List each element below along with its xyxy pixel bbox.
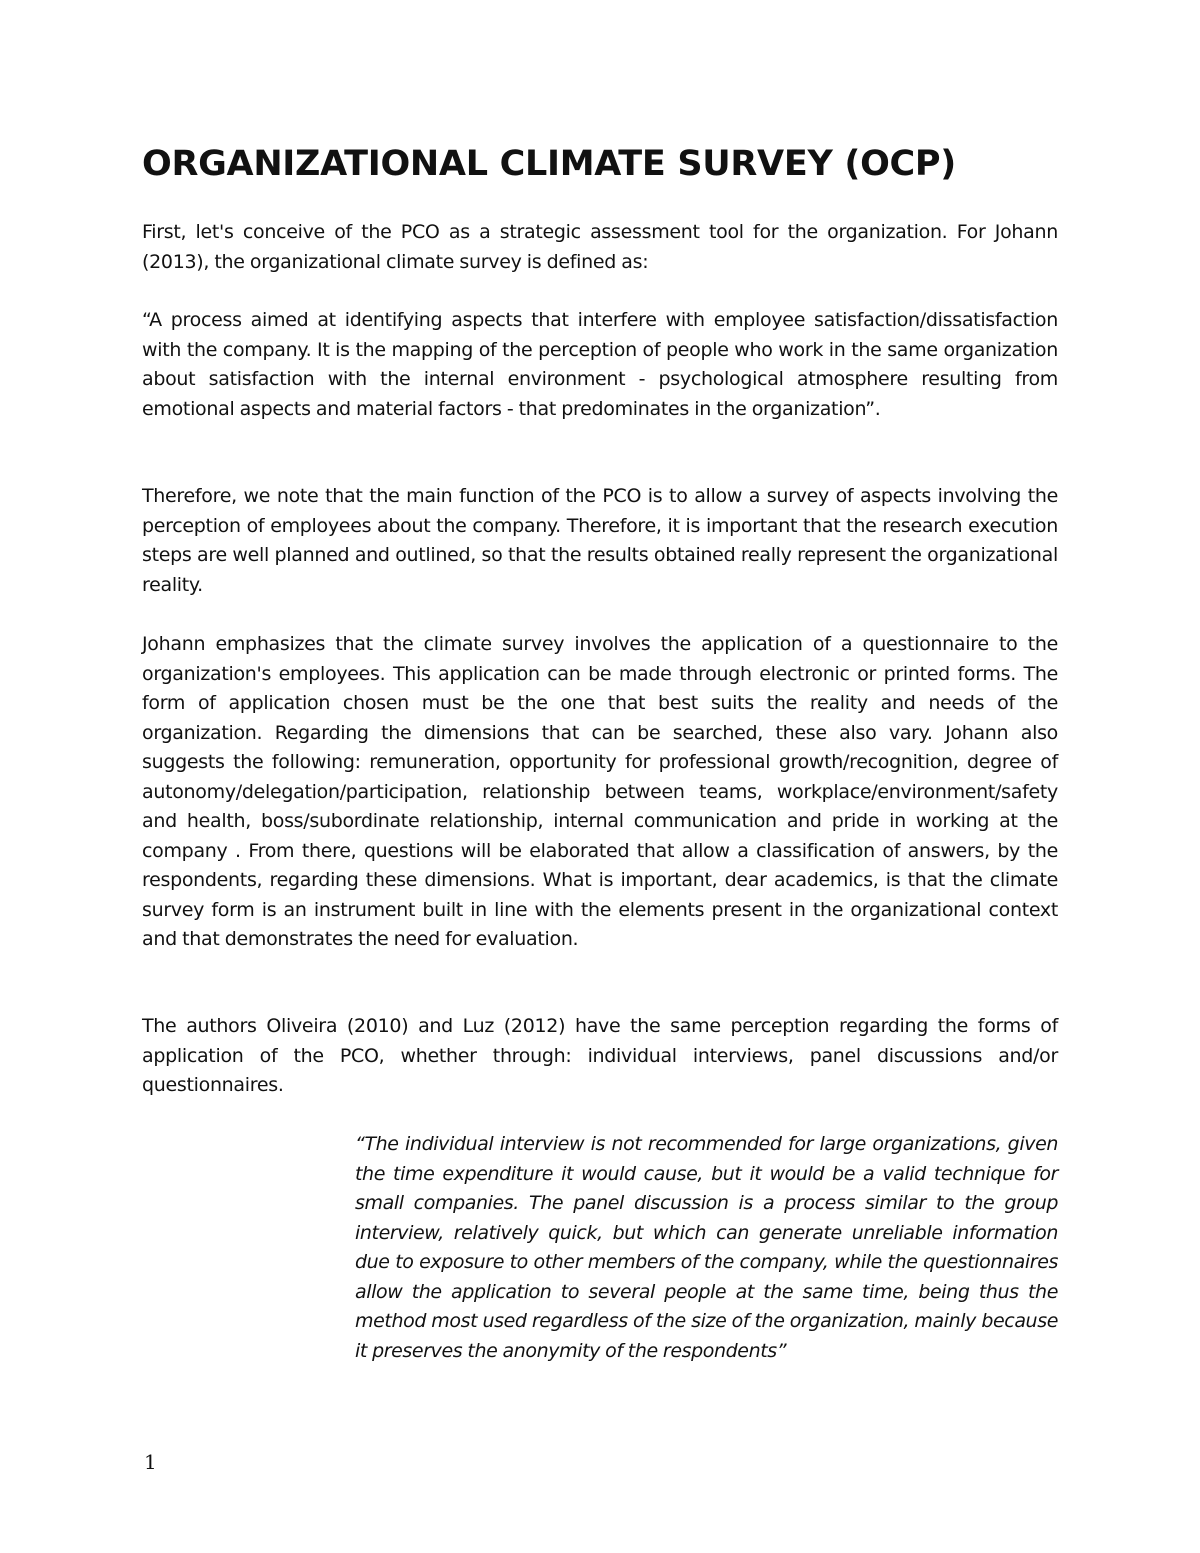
page-number: 1 (144, 1450, 157, 1474)
paragraph-intro: First, let's conceive of the PCO as a strategic assessment tool for the organization. For Johann (2013), the organizational climate survey is defined as: (142, 221, 1058, 273)
paragraph-application: Johann emphasizes that the climate survey involves the application of a questionnaire to the organization's employees. This application can be made through electronic or printed forms. The form of application chosen must be the one that best suits the reality and needs of the organization. Regarding the dimensions that can be searched, these also vary. Johann also suggests the following: remuneration, opportunity for professional growth/recognition, degree of autonomy/delegation/participation, relationship between teams, workplace/environment/safety and health, boss/subordinate relationship, internal communication and pride in working at the company . From there, questions will be elaborated that allow a classification of answers, by the respondents, regarding these dimensions. What is important, dear academics, is that the climate survey form is an instrument built in line with the elements present in the organizational context and that demonstrates the need for evaluation. (142, 633, 1058, 950)
paragraph-authors: The authors Oliveira (2010) and Luz (2012) have the same perception regarding the forms of application of the PCO, whether through: individual interviews, panel discussions and/or questionnaires. (142, 1015, 1058, 1096)
paragraph-definition: “A process aimed at identifying aspects that interfere with employee satisfaction/dissatisfaction with the company. It is the mapping of the perception of people who work in the same organization about satisfaction with the internal environment - psychological atmosphere resulting from emotional aspects and material factors - that predominates in the organization”. (142, 309, 1058, 420)
paragraph-function: Therefore, we note that the main function of the PCO is to allow a survey of aspects involving the perception of employees about the company. Therefore, it is important that the research execution steps are well planned and outlined, so that the results obtained really represent the organizational reality. (142, 485, 1058, 596)
block-quote: “The individual interview is not recommended for large organizations, given the time expenditure it would cause, but it would be a valid technique for small companies. The panel discussion is a process similar to the group interview, relatively quick, but which can generate unreliable information due to exposure to other members of the company, while the questionnaires allow the application to several people at the same time, being thus the method most used regardless of the size of the organization, mainly because it preserves the anonymity of the respondents” (355, 1133, 1058, 1362)
page-title: ORGANIZATIONAL CLIMATE SURVEY (OCP) (142, 144, 956, 184)
